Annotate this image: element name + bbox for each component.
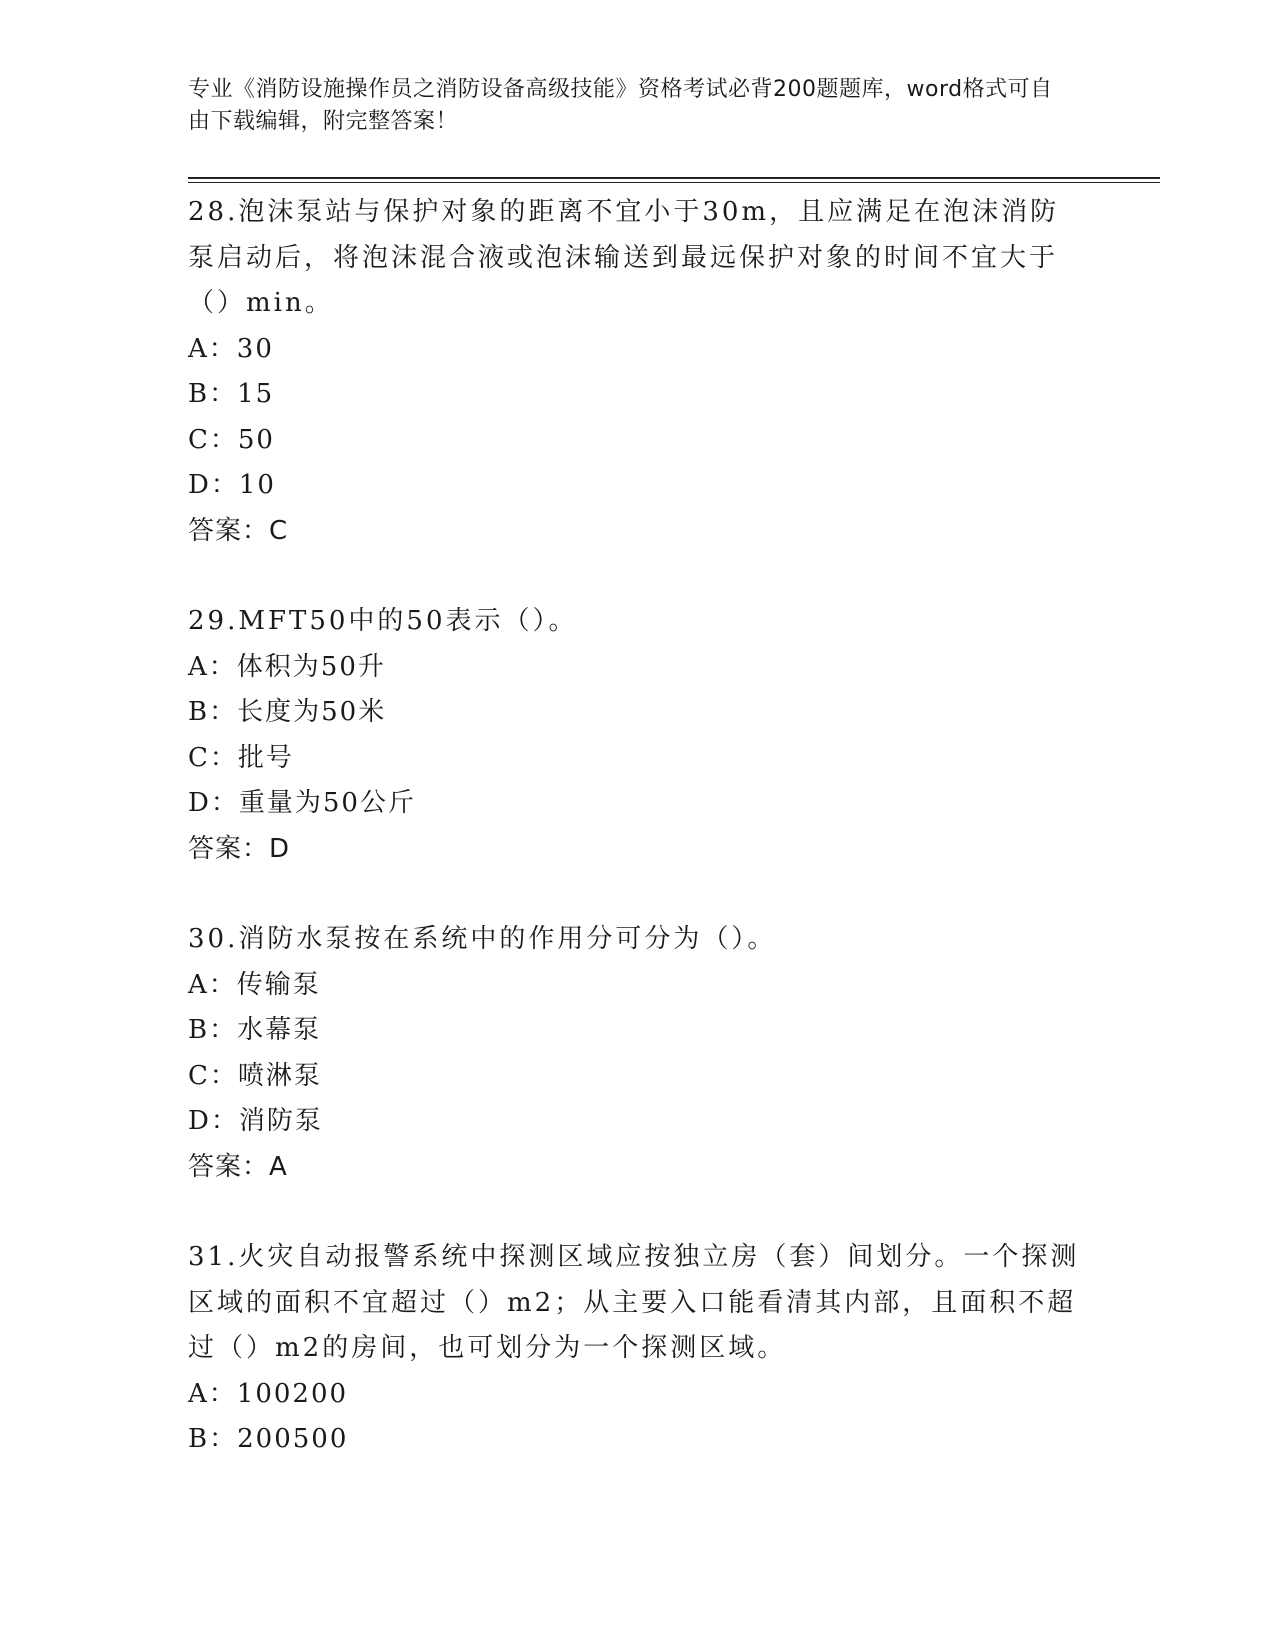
option-a: A：30: [188, 333, 274, 364]
option-b: B：15: [188, 379, 275, 409]
option-d: D：消防泵: [188, 1106, 323, 1136]
option-b: B：水幕泵: [188, 1015, 322, 1045]
document-header: 专业《消防设施操作员之消防设备高级技能》资格考试必背200题题库，word格式可自由下载编辑，附完整答案！: [188, 77, 1053, 134]
option-c: C：批号: [188, 742, 294, 773]
header-divider-thin: [188, 182, 1160, 183]
answer: 答案：C: [188, 515, 289, 546]
option-a: A：体积为50升: [188, 651, 386, 682]
question-31: [188, 1235, 1088, 1463]
question-30: [188, 917, 1088, 1190]
option-c: C：喷淋泵: [188, 1060, 322, 1091]
answer: 答案：D: [188, 833, 291, 864]
option-b: B：200500: [188, 1424, 349, 1454]
question-stem: 29.MFT50中的50表示（）。: [188, 606, 578, 636]
option-c: C：50: [188, 424, 275, 455]
question-28: [188, 190, 1088, 554]
option-b: B：长度为50米: [188, 697, 387, 727]
option-a: A：100200: [188, 1378, 349, 1409]
question-stem: 31.火灾自动报警系统中探测区域应按独立房（套）间划分。一个探测区域的面积不宜超过（）m2；从主要入口能看清其内部，且面积不超过（）m2的房间，也可划分为一个探测区域。: [188, 1242, 1080, 1363]
question-stem: 28.泡沫泵站与保护对象的距离不宜小于30m，且应满足在泡沫消防泵启动后，将泡沫混合液或泡沫输送到最远保护对象的时间不宜大于（）min。: [188, 197, 1060, 318]
question-stem: 30.消防水泵按在系统中的作用分可分为（）。: [188, 924, 777, 954]
question-29: [188, 599, 1088, 872]
question-list: [188, 190, 1088, 1508]
answer: 答案：A: [188, 1151, 288, 1182]
option-a: A：传输泵: [188, 969, 321, 1000]
option-d: D：10: [188, 470, 276, 500]
option-d: D：重量为50公斤: [188, 788, 416, 818]
header-divider: [188, 177, 1160, 179]
